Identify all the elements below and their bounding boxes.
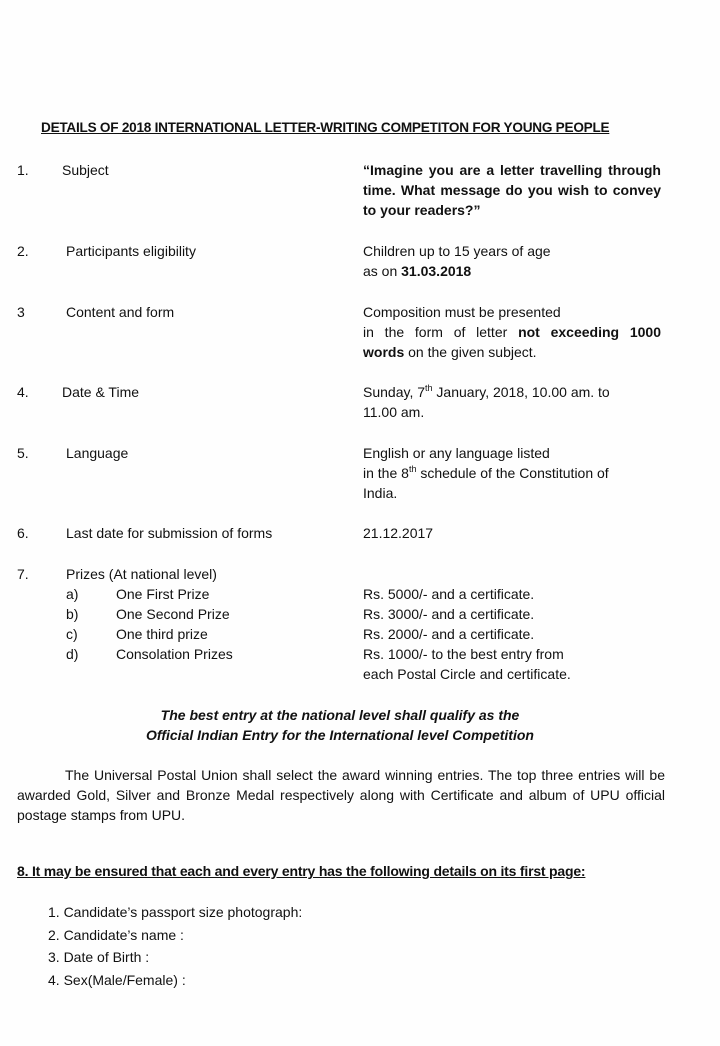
item-value-content: Composition must be presented in the form of letter not exceeding 1000 words on the given subject.: [363, 304, 662, 360]
item-number: 5.: [17, 445, 29, 461]
list-item: 3. Date of Birth :: [48, 949, 150, 965]
item-label-eligibility: Participants eligibility: [66, 243, 196, 259]
item-value-subject: “Imagine you are a letter travelling through time. What message do you wish to convey to your readers?”: [363, 162, 661, 218]
list-item: 4. Sex(Male/Female) :: [48, 972, 186, 988]
item-label-content: Content and form: [66, 304, 175, 320]
item-label-subject: Subject: [62, 162, 109, 178]
item-number: 6.: [17, 525, 29, 541]
item-label-language: Language: [66, 445, 129, 461]
item-label-datetime: Date & Time: [62, 384, 140, 400]
prize-value: Rs. 1000/- to the best entry from each Postal Circle and certificate.: [363, 646, 571, 682]
item-number: 1.: [17, 162, 29, 178]
prize-letter: b): [66, 606, 79, 622]
item-number: 4.: [17, 384, 29, 400]
prize-letter: a): [66, 586, 79, 602]
prize-label: One Second Prize: [116, 606, 230, 622]
item-number: 2.: [17, 243, 29, 259]
document-title: DETAILS OF 2018 INTERNATIONAL LETTER-WRITING COMPETITON FOR YOUNG PEOPLE: [41, 120, 610, 135]
list-item: 2. Candidate’s name :: [48, 927, 184, 943]
prize-value: Rs. 2000/- and a certificate.: [363, 626, 535, 642]
item-value-last-date: 21.12.2017: [363, 525, 434, 541]
prize-letter: d): [66, 646, 79, 662]
section-8-heading: 8. It may be ensured that each and every entry has the following details on its first page:: [17, 863, 586, 879]
prize-label: One third prize: [116, 626, 208, 642]
item-label-prizes: Prizes (At national level): [66, 566, 217, 582]
item-value-eligibility: Children up to 15 years of age as on 31.03.2018: [363, 243, 551, 279]
upu-paragraph: The Universal Postal Union shall select the award winning entries. The top three entries will be awarded Gold, Silver and Bronze Medal respectively along with Certificate and album of UPU official postage stamps from UPU.: [17, 767, 665, 823]
qualification-note-line1: The best entry at the national level shall qualify as the: [160, 707, 520, 723]
item-number: 7.: [17, 566, 29, 582]
qualification-note-line2: Official Indian Entry for the International level Competition: [146, 727, 534, 743]
prize-value: Rs. 5000/- and a certificate.: [363, 586, 535, 602]
prize-value: Rs. 3000/- and a certificate.: [363, 606, 535, 622]
item-number: 3: [17, 304, 25, 320]
prize-letter: c): [66, 626, 78, 642]
item-label-last-date: Last date for submission of forms: [66, 525, 273, 541]
list-item: 1. Candidate’s passport size photograph:: [48, 904, 303, 920]
item-value-language: English or any language listed in the 8th schedule of the Constitution of India.: [363, 445, 609, 501]
prize-label: One First Prize: [116, 586, 210, 602]
item-value-datetime: Sunday, 7th January, 2018, 10.00 am. to 11.00 am.: [363, 383, 610, 420]
prize-label: Consolation Prizes: [116, 646, 233, 662]
